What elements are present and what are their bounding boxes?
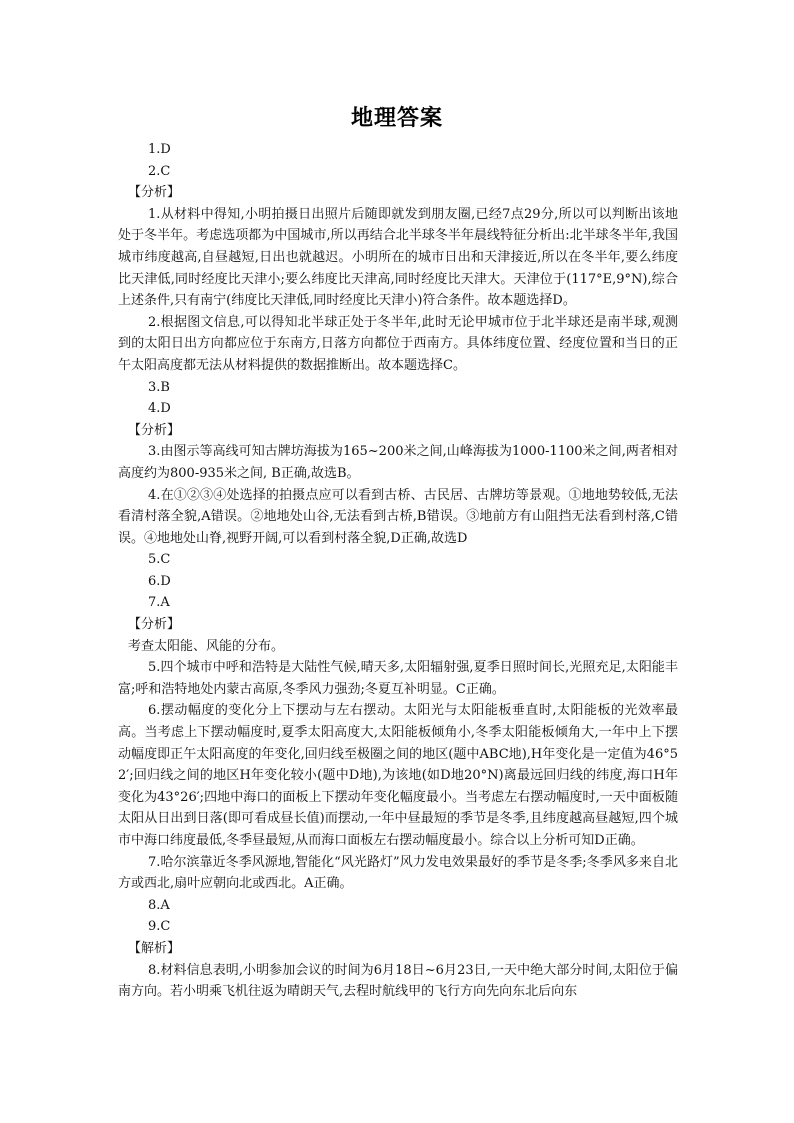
explanation-paragraph: 5.四个城市中呼和浩特是大陆性气候,晴天多,太阳辐射强,夏季日照时间长,光照充足,太阳能丰富;呼和浩特地处内蒙古高原,冬季风力强劲;冬夏互补明显。C正确。 — [118, 660, 678, 697]
answer-line: 6.D — [148, 573, 171, 589]
section-label: 【分析】 — [128, 185, 181, 201]
answer-line: 5.C — [148, 552, 171, 568]
explanation-paragraph: 1.从材料中得知,小明拍摄日出照片后随即就发到朋友圈,已经7点29分,所以可以判断出该地处于冬半年。考虑选项都为中国城市,所以再结合北半球冬半年晨线特征分析出:北半球冬半年,我国城市纬度越高,自昼越短,日出也就越迟。小明所在的城市日出和天津接近,所以在冬半年,要么纬度比天津低,同时经度比天津小;要么纬度比天津高,同时经度比天津大。天津位于(117°E,9°N),综合上述条件,只有南宁(纬度比天津低,同时经度比天津小)符合条件。故本题选择D。 — [118, 206, 678, 309]
explanation-paragraph: 8.材料信息表明,小明参加会议的时间为6月18日~6月23日,一天中绝大部分时间,太阳位于偏南方向。若小明乘飞机往返为晴朗天气,去程时航线甲的飞行方向先向东北后向东 — [118, 962, 678, 1000]
explanation-paragraph: 6.摆动幅度的变化分上下摆动与左右摆动。太阳光与太阳能板垂直时,太阳能板的光效率最高。当考虑上下摆动幅度时,夏季太阳高度大,太阳能板倾角小,冬季太阳能板倾角大,一年中上下摆动幅度即正午太阳高度的年变化,回归线至极圈之间的地区(题中ABC地),H年变化是一定值为46°52′;回归线之间的地区H年变化较小(题中D地),为该地(如D地20°N)离最远回归线的纬度,海口H年变化为43°26′;四地中海口的面板上下摆动年变化幅度最小。当考虑左右摆动幅度时,一天中面板随太阳从日出到日落(即可看成昼长值)而摆动,一年中昼最短的季节是冬季,且纬度越高昼越短,四个城市中海口纬度最低,冬季昼最短,从而海口面板左右摆动幅度最小。综合以上分析可知D正确。 — [118, 703, 678, 848]
answer-line: 3.B — [148, 379, 170, 395]
explanation-paragraph: 2.根据图文信息,可以得知北半球正处于冬半年,此时无论甲城市位于北半球还是南半球,观测到的太阳日出方向都应位于东南方,日落方向都位于西南方。具体纬度位置、经度位置和当日的正午太阳高度都无法从材料提供的数据推断出。故本题选择C。 — [118, 314, 678, 373]
answer-line: 7.A — [148, 595, 170, 611]
document-body — [118, 139, 678, 1003]
explanation-paragraph: 3.由图示等高线可知古牌坊海拔为165~200米之间,山峰海拔为1000-1100米之间,两者相对高度约为800-935米之间, B正确,故选B。 — [118, 444, 678, 481]
answer-line: 8.A — [148, 897, 170, 913]
answer-line: 1.D — [148, 142, 171, 157]
section-label: 【解析】 — [128, 940, 181, 956]
explanation-paragraph: 4.在①②③④处选择的拍摄点应可以看到古桥、古民居、古牌坊等景观。①地地势较低,无法看清村落全貌,A错误。②地地处山谷,无法看到古桥,B错误。③地前方有山阻挡无法看到村落,C错误。④地地处山脊,视野开阔,可以看到村落全貌,D正确,故选D — [118, 487, 678, 546]
answer-line: 4.D — [148, 401, 171, 417]
answer-line: 2.C — [148, 163, 171, 179]
section-label: 【分析】 — [128, 617, 181, 633]
page-title: 地理答案 — [350, 106, 443, 131]
section-label: 【分析】 — [128, 422, 181, 438]
explanation-paragraph: 7.哈尔滨靠近冬季风源地,智能化“风光路灯”风力发电效果最好的季节是冬季;冬季风多来自北方或西北,扇叶应朝向北或西北。A正确。 — [118, 854, 678, 892]
answer-line: 9.C — [148, 919, 171, 935]
section-label: 考查太阳能、风能的分布。 — [128, 638, 285, 654]
